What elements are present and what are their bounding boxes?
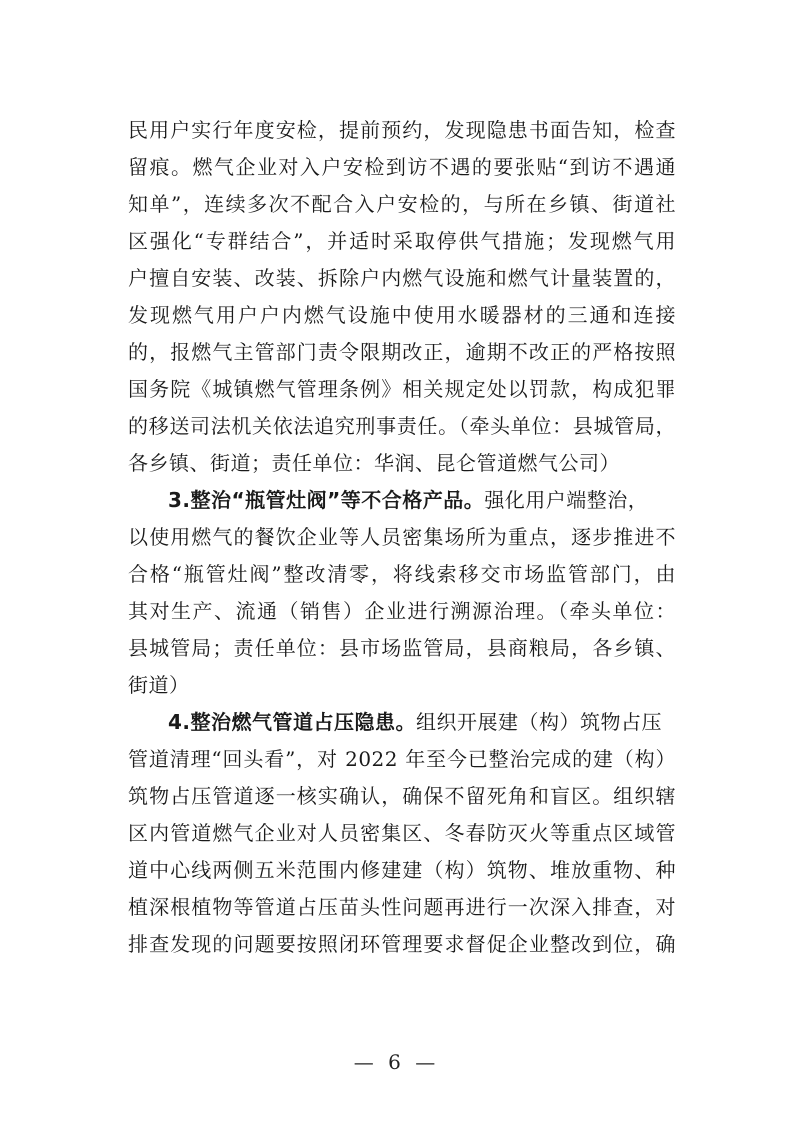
text-line: 区内管道燃气企业对人员密集区、冬春防灭火等重点区域管: [128, 821, 676, 845]
text-line: 管道清理“回头看”，对 2022 年至今已整治完成的建（构）: [128, 747, 676, 771]
text-line: 合格“瓶管灶阀”整改清零，将线索移交市场监管部门，由: [128, 562, 676, 586]
text-line: 的，报燃气主管部门责令限期改正，逾期不改正的严格按照: [128, 340, 676, 364]
section-3-first-line: [128, 482, 676, 519]
section-3-heading: 3.整治“瓶管灶阀”等不合格产品。: [168, 488, 485, 512]
text-line: 以使用燃气的餐饮企业等人员密集场所为重点，逐步推进不: [128, 525, 676, 549]
text-line: 发现燃气用户户内燃气设施中使用水暖器材的三通和连接: [128, 303, 676, 327]
text-line: 留痕。燃气企业对入户安检到访不遇的要张贴“到访不遇通: [128, 155, 676, 179]
text-line: 的移送司法机关依法追究刑事责任。（牵头单位：县城管局，: [128, 414, 676, 438]
section-4-first-line-rest: 组织开展建（构）筑物占压: [416, 710, 663, 734]
text-line: 国务院《城镇燃气管理条例》相关规定处以罚款，构成犯罪: [128, 377, 676, 401]
text-line: 民用户实行年度安检，提前预约，发现隐患书面告知，检查: [128, 118, 676, 142]
text-line: 排查发现的问题要按照闭环管理要求督促企业整改到位，确: [128, 932, 676, 956]
text-line: 户擅自安装、改装、拆除户内燃气设施和燃气计量装置的，: [128, 266, 676, 290]
text-line: 知单”，连续多次不配合入户安检的，与所在乡镇、街道社: [128, 192, 676, 216]
text-line: 街道）: [128, 673, 190, 697]
section-3-first-line-rest: 强化用户端整治，: [484, 488, 649, 512]
text-line: 各乡镇、街道；责任单位：华润、昆仑管道燃气公司）: [128, 451, 620, 475]
text-line: 其对生产、流通（销售）企业进行溯源治理。（牵头单位：: [128, 599, 676, 623]
text-line: 县城管局；责任单位：县市场监管局，县商粮局，各乡镇、: [128, 636, 676, 660]
text-line: 道中心线两侧五米范围内修建建（构）筑物、堆放重物、种: [128, 858, 676, 882]
text-line: 区强化“专群结合”，并适时采取停供气措施；发现燃气用: [128, 229, 676, 253]
text-line: 植深根植物等管道占压苗头性问题再进行一次深入排查，对: [128, 895, 676, 919]
section-4-heading: 4.整治燃气管道占压隐患。: [168, 710, 417, 734]
text-line: 筑物占压管道逐一核实确认，确保不留死角和盲区。组织辖: [128, 784, 676, 808]
section-4-first-line: [128, 704, 676, 741]
body-text: [128, 112, 676, 963]
page-number: — 6 —: [353, 1050, 440, 1074]
